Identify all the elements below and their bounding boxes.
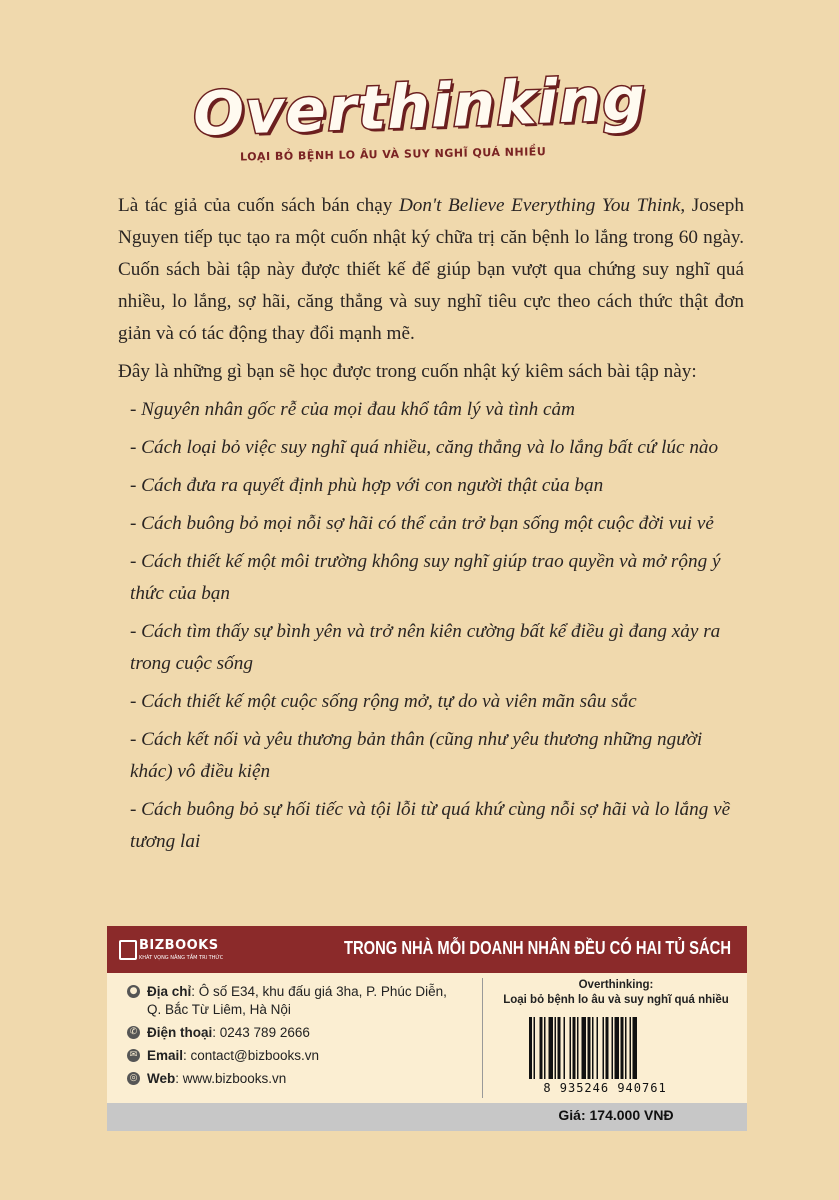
web-icon: ◎ [127, 1072, 140, 1085]
publisher-info [107, 973, 747, 1103]
book-info-title: Overthinking: [578, 979, 654, 991]
list-item: - Cách kết nối và yêu thương bản thân (cũng như yêu thương những người khác) vô điều kiện [130, 729, 703, 782]
book-info-subtitle: Loại bỏ bệnh lo âu và suy nghĩ quá nhiều [503, 994, 729, 1006]
intro-paragraph [118, 190, 744, 350]
intro-after: , Joseph Nguyen tiếp tục tạo ra một cuốn nhật ký chữa trị căn bệnh lo lắng trong 60 ngày. Cuốn sách bài tập này được thiết kế để giúp bạn vượt qua chứng suy nghĩ quá nhiều, lo lắng, sợ hãi, căng thẳng và suy nghĩ tiêu cực theo cách thức thật đơn giản và có tác động thay đổi mạnh mẽ. [118, 195, 744, 344]
address-line2: Q. Bắc Từ Liêm, Hà Nội [147, 1002, 291, 1017]
logo-tagline: KHÁT VỌNG NÂNG TẦM TRI THỨC [139, 955, 224, 961]
phone-label: Điện thoại [147, 1025, 213, 1040]
email-value: : contact@bizbooks.vn [183, 1048, 320, 1063]
email-row [127, 1047, 447, 1065]
web-row [127, 1070, 447, 1088]
publisher-banner [107, 926, 747, 973]
list-item: - Cách tìm thấy sự bình yên và trở nên kiên cường bất kể điều gì đang xảy ra trong cuộc sống [130, 621, 721, 674]
list-item: - Cách buông bỏ mọi nỗi sợ hãi có thể cản trở bạn sống một cuộc đời vui vẻ [130, 513, 714, 534]
divider [482, 978, 483, 1098]
intro-before: Là tác giả của cuốn sách bán chạy [118, 195, 399, 216]
publisher-slogan: TRONG NHÀ MỖI DOANH NHÂN ĐỀU CÓ HAI TỦ SÁCH [343, 938, 731, 958]
learn-list [118, 394, 744, 858]
learn-intro: Đây là những gì bạn sẽ học được trong cuốn nhật ký kiêm sách bài tập này: [118, 361, 697, 382]
list-item: - Nguyên nhân gốc rễ của mọi đau khổ tâm lý và tình cảm [130, 399, 575, 420]
list-item: - Cách thiết kế một cuộc sống rộng mở, tự do và viên mãn sâu sắc [130, 691, 637, 712]
phone-row [127, 1024, 447, 1042]
location-icon: ● [127, 985, 140, 998]
book-title: Overthinking [191, 64, 648, 150]
email-label: Email [147, 1048, 184, 1063]
web-label: Web [147, 1071, 176, 1086]
book-icon [119, 940, 137, 960]
list-item: - Cách buông bỏ sự hối tiếc và tội lỗi từ quá khứ cùng nỗi sợ hãi và lo lắng về tương lai [130, 799, 731, 852]
address-label: Địa chỉ [147, 984, 192, 999]
logo-name: BIZBOOKS [139, 938, 219, 953]
book-subtitle: LOẠI BỎ BỆNH LO ÂU VÀ SUY NGHĨ QUÁ NHIỀU [239, 145, 547, 164]
address-row [127, 983, 447, 1019]
list-item: - Cách đưa ra quyết định phù hợp với con người thật của bạn [130, 475, 604, 496]
barcode-image [527, 1017, 687, 1079]
intro-book-title: Don't Believe Everything You Think [398, 195, 681, 216]
list-item: - Cách thiết kế một môi trường không suy nghĩ giúp trao quyền và mở rộng ý thức của bạn [130, 551, 721, 604]
price-bar [107, 1103, 747, 1131]
list-item: - Cách loại bỏ việc suy nghĩ quá nhiều, căng thẳng và lo lắng bất cứ lúc nào [130, 437, 719, 458]
back-cover-text [118, 190, 744, 864]
email-icon: ✉ [127, 1049, 140, 1062]
book-info [485, 978, 747, 1008]
contact-list [127, 983, 447, 1093]
barcode-number: 8 935246 940761 [543, 1081, 667, 1095]
web-value: : www.bizbooks.vn [175, 1071, 287, 1086]
title-area [0, 64, 839, 150]
address-value: : Ô số E34, khu đấu giá 3ha, P. Phúc Diễn, [191, 984, 447, 999]
phone-value: : 0243 789 2666 [212, 1025, 310, 1040]
price: Giá: 174.000 VNĐ [558, 1107, 674, 1123]
phone-icon: ✆ [127, 1026, 140, 1039]
